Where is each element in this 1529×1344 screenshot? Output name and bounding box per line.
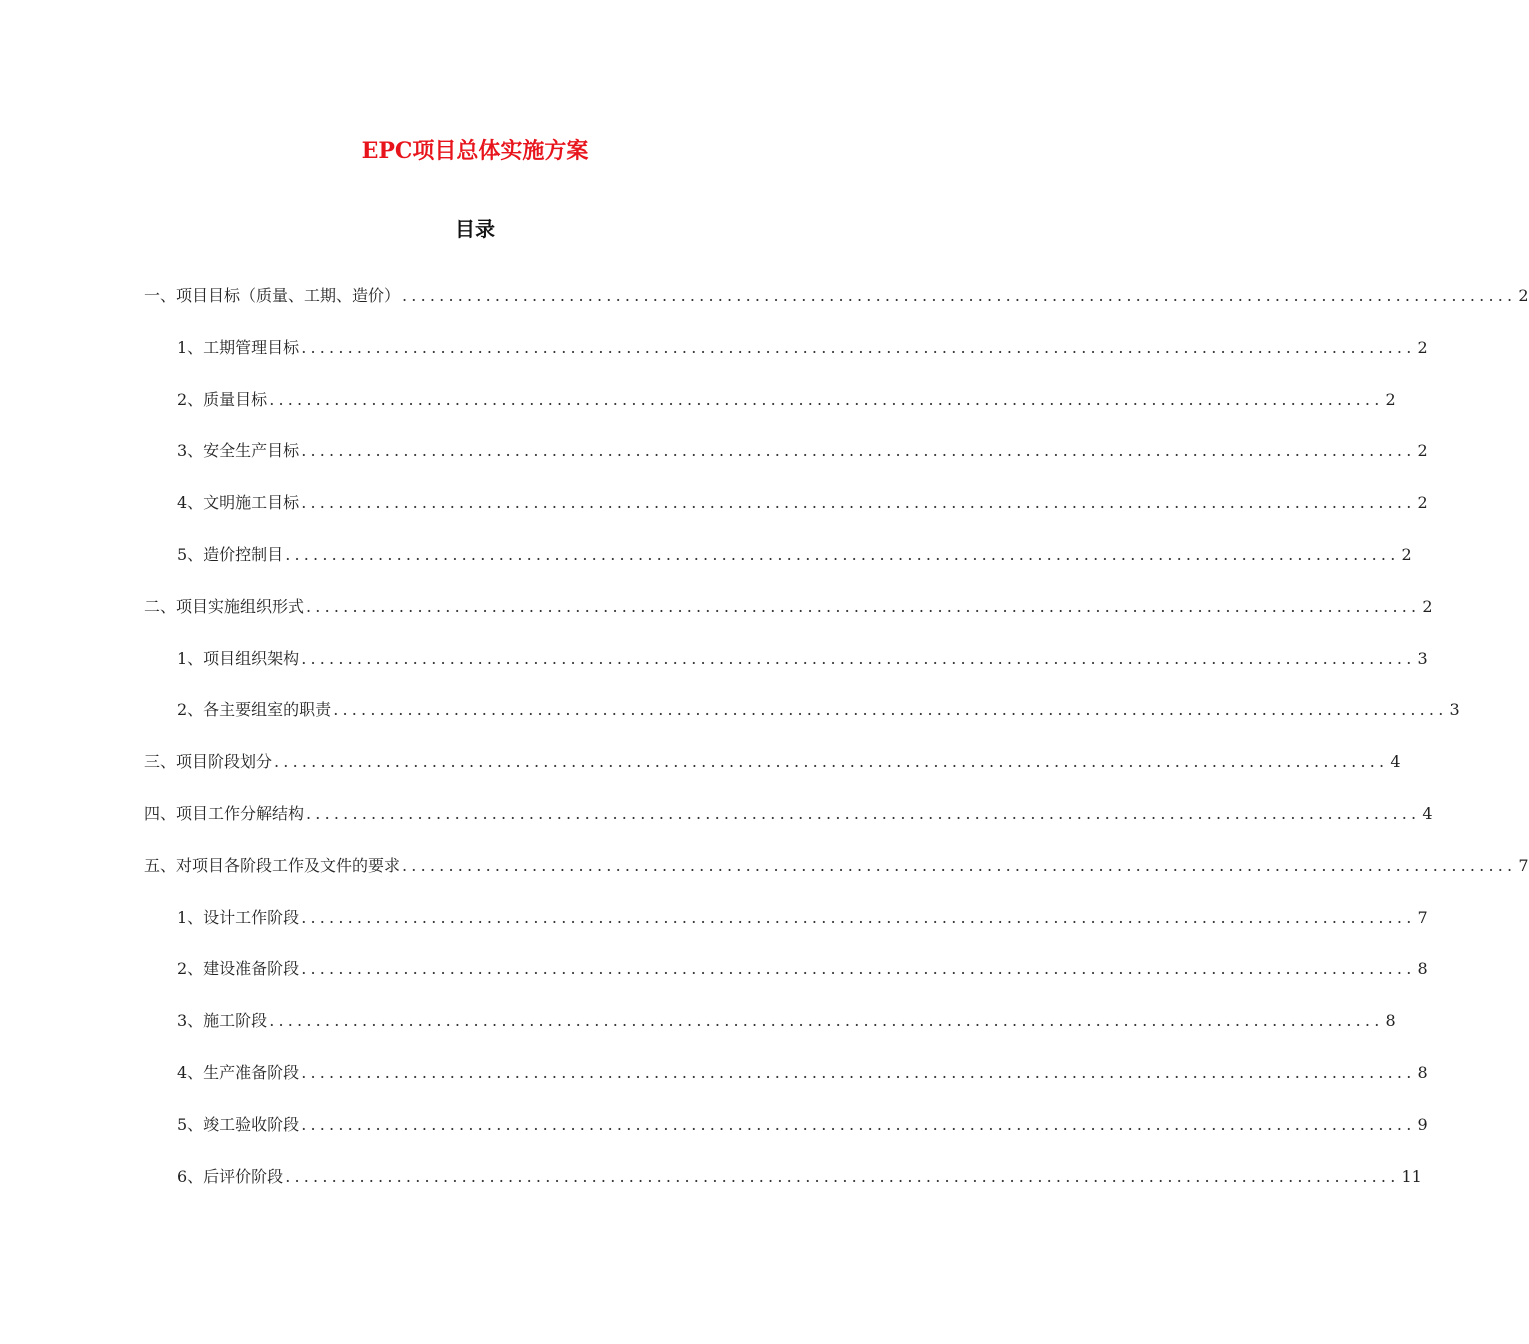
toc-entry-page-number: 2 xyxy=(1385,389,1396,409)
toc-entry-page-number: 8 xyxy=(1385,1011,1396,1031)
toc-entry[interactable] xyxy=(144,332,1428,384)
toc-entry[interactable] xyxy=(144,798,1433,850)
toc-entry[interactable] xyxy=(144,1005,1396,1057)
toc-dot-leader: ........................................................................................................................ xyxy=(301,648,1416,668)
toc-entry[interactable] xyxy=(144,746,1401,798)
toc-dot-leader: ........................................................................................................................ xyxy=(269,389,1384,409)
toc-entry-page-number: 2 xyxy=(1422,596,1433,616)
toc-entry[interactable] xyxy=(144,487,1428,539)
toc-entry[interactable] xyxy=(144,384,1396,436)
toc-entry-label: 四、项目工作分解结构 xyxy=(144,803,305,823)
toc-entry-page-number: 2 xyxy=(1518,286,1529,305)
toc-entry-label: 一、项目目标（质量、工期、造价） xyxy=(144,286,401,305)
toc-entry-label: 4、生产准备阶段 xyxy=(177,1062,300,1082)
toc-entry-page-number: 3 xyxy=(1449,700,1460,720)
toc-entry[interactable] xyxy=(144,1057,1428,1109)
toc-entry-label: 1、工期管理目标 xyxy=(177,337,300,357)
toc-entry-page-number: 4 xyxy=(1390,752,1401,772)
toc-entry-label: 五、对项目各阶段工作及文件的要求 xyxy=(144,855,401,875)
toc-entry[interactable] xyxy=(144,953,1428,1005)
toc-entry-label: 3、施工阶段 xyxy=(177,1011,268,1031)
toc-entry[interactable] xyxy=(144,591,1433,643)
toc-entry-label: 2、质量目标 xyxy=(177,389,268,409)
toc-dot-leader: ........................................................................................................................ xyxy=(301,441,1416,461)
toc-entry-page-number: 2 xyxy=(1417,493,1428,513)
toc-entry-label: 三、项目阶段划分 xyxy=(144,752,273,772)
toc-entry-label: 3、安全生产目标 xyxy=(177,441,300,461)
toc-entry-page-number: 11 xyxy=(1401,1166,1422,1186)
toc-dot-leader: ........................................................................................................................ xyxy=(306,596,1421,616)
toc-dot-leader: ........................................................................................................................ xyxy=(269,1011,1384,1031)
toc-entry[interactable] xyxy=(144,850,1529,902)
toc-entry[interactable] xyxy=(144,435,1428,487)
toc-entry[interactable] xyxy=(144,643,1428,695)
toc-entry-label: 2、建设准备阶段 xyxy=(177,959,300,979)
toc-entry[interactable] xyxy=(144,1109,1428,1161)
toc-entry-page-number: 9 xyxy=(1417,1114,1428,1134)
toc-dot-leader: ........................................................................................................................ xyxy=(285,544,1400,564)
toc-entry[interactable] xyxy=(144,539,1412,591)
toc-entry-page-number: 2 xyxy=(1417,441,1428,461)
toc-entry-page-number: 2 xyxy=(1417,337,1428,357)
toc-entry-label: 1、设计工作阶段 xyxy=(177,907,300,927)
toc-entry-page-number: 4 xyxy=(1422,803,1433,823)
toc-entry-label: 二、项目实施组织形式 xyxy=(144,596,305,616)
toc-dot-leader: ........................................................................................................................ xyxy=(301,1114,1416,1134)
toc-entry-page-number: 3 xyxy=(1417,648,1428,668)
toc-dot-leader: ........................................................................................................................ xyxy=(301,1062,1416,1082)
table-of-contents xyxy=(144,280,1529,1212)
toc-entry[interactable] xyxy=(144,280,1529,332)
toc-entry-page-number: 2 xyxy=(1401,544,1412,564)
toc-entry-label: 2、各主要组室的职责 xyxy=(177,700,332,720)
toc-entry-label: 5、造价控制目 xyxy=(177,544,284,564)
toc-dot-leader: ........................................................................................................................ xyxy=(301,337,1416,357)
toc-entry-label: 4、文明施工目标 xyxy=(177,493,300,513)
toc-entry-label: 6、后评价阶段 xyxy=(177,1166,284,1186)
toc-entry-page-number: 7 xyxy=(1417,907,1428,927)
toc-entry-page-number: 8 xyxy=(1417,1062,1428,1082)
toc-entry[interactable] xyxy=(144,694,1460,746)
toc-dot-leader: ........................................................................................................................ xyxy=(274,752,1389,772)
toc-dot-leader: ........................................................................................................................ xyxy=(285,1166,1400,1186)
toc-dot-leader: ........................................................................................................................ xyxy=(402,855,1517,875)
toc-dot-leader: ........................................................................................................................ xyxy=(402,286,1517,305)
toc-entry[interactable] xyxy=(144,902,1428,954)
toc-dot-leader: ........................................................................................................................ xyxy=(333,700,1448,720)
toc-entry[interactable] xyxy=(144,1161,1422,1213)
toc-dot-leader: ........................................................................................................................ xyxy=(306,803,1421,823)
document-title: EPC项目总体实施方案 xyxy=(361,138,589,164)
toc-dot-leader: ........................................................................................................................ xyxy=(301,493,1416,513)
toc-entry-page-number: 7 xyxy=(1518,855,1529,875)
toc-dot-leader: ........................................................................................................................ xyxy=(301,959,1416,979)
toc-entry-page-number: 8 xyxy=(1417,959,1428,979)
toc-entry-label: 5、竣工验收阶段 xyxy=(177,1114,300,1134)
toc-heading: 目录 xyxy=(455,217,495,241)
toc-entry-label: 1、项目组织架构 xyxy=(177,648,300,668)
toc-dot-leader: ........................................................................................................................ xyxy=(301,907,1416,927)
